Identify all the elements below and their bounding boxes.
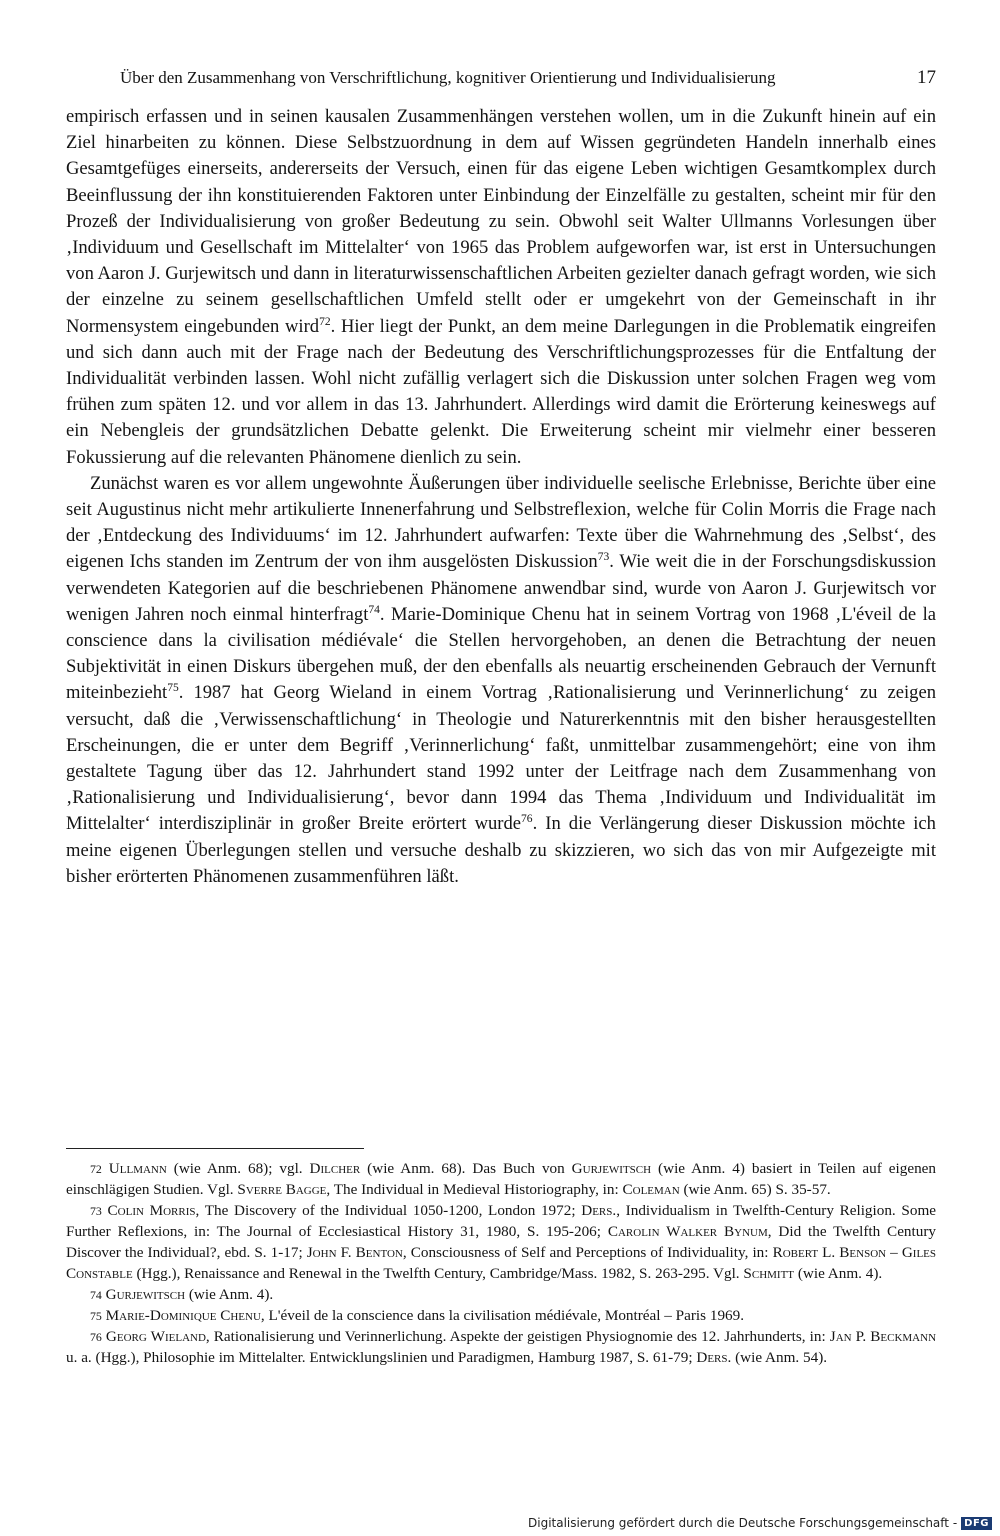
text-span: Zunächst waren es vor allem ungewohnte Äußerungen über individuelle seelische Erlebnisse, Berichte über eine seit Augustinus nicht mehr artikulierte Innenerfahrung und Selbstreflexion, welche für Colin Morris die Frage nach der ‚Entdeckung des Individuums‘ im 12. Jahrhundert aufwarfen: Texte über die Wahrnehmung des ‚Selbst‘, des eigenen Ichs standen im Zentrum der von ihm ausgelösten Diskussion	[66, 472, 936, 573]
text-span: . In die Verlängerung dieser Diskussion möchte ich meine eigenen Überlegungen stellen und versuche deshalb zu skizzieren, wo sich das von mir Aufgezeigte mit bisher erörterten Phänomenen zusammenführen läßt.	[66, 813, 936, 887]
footnote	[66, 1200, 936, 1284]
text-span: empirisch erfassen und in seinen kausalen Zusammenhängen verstehen wollen, um in die Zukunft hinein auf ein Ziel hinarbeiten zu können. Diese Selbstzuordnung in dem auf Wissen gegründeten Handeln innerhalb eines Gesamtgefüges einerseits, andererseits der Versuch, einen für das eigene Leben wichtigen Gesamtkomplex durch Beeinflussung der ihn konstituierenden Faktoren unter Einbindung der Einzelfälle zu gestalten, scheint mir für den Prozeß der Individualisierung von großer Bedeutung zu sein. Obwohl seit Walter Ullmanns Vorlesungen über ‚Individuum und Gesellschaft im Mittelalter‘ von 1965 das Problem aufgeworfen war, ist erst in Untersuchungen von Aaron J. Gurjewitsch und dann in literaturwissenschaftlichen Arbeiten gezielter danach gefragt worden, wie sich der einzelne zu seinem gesellschaftlichen Umfeld stellt oder er umgekehrt von der Gemeinschaft in ihr Normensystem eingebunden wird	[66, 106, 936, 337]
footnote	[66, 1284, 936, 1305]
main-text	[66, 104, 936, 890]
citation-text: , The Individual in Medieval Historiography, in:	[326, 1181, 623, 1198]
citation-text: , Individualism in Twelfth-Century Religion. Some Further Reflexions, in: The Journal of Ecclesiastical History 31, 1980, S. 195-206;	[66, 1202, 936, 1240]
paragraph	[66, 471, 936, 890]
author-name: Ders.	[581, 1202, 617, 1219]
author-name: Jan P. Beckmann	[829, 1328, 937, 1345]
citation-text: (wie Anm. 4) basiert in Teilen auf eigenen einschlägigen Studien. Vgl.	[66, 1160, 936, 1198]
author-name: Sverre Bagge	[237, 1181, 327, 1198]
author-name: Robert L. Benson – Giles Constable	[66, 1244, 937, 1282]
footnote-ref[interactable]: 72	[319, 315, 331, 328]
footnote-number: 74	[90, 1288, 102, 1302]
footnote	[66, 1305, 936, 1326]
footnote-ref[interactable]: 76	[521, 813, 533, 826]
paragraph	[66, 104, 936, 471]
citation-text: (wie Anm. 4).	[794, 1265, 883, 1282]
citation-text: (wie Anm. 4).	[185, 1286, 274, 1303]
digitization-footer	[528, 1516, 992, 1530]
page-number: 17	[917, 67, 936, 88]
citation-text: , L'éveil de la conscience dans la civilisation médiévale, Montréal – Paris 1969.	[260, 1307, 745, 1324]
citation-text: (wie Anm. 65) S. 35-57.	[679, 1181, 831, 1198]
author-name: Gurjewitsch	[571, 1160, 652, 1177]
author-name: Colin Morris	[107, 1202, 196, 1219]
citation-text: (wie Anm. 68). Das Buch von	[360, 1160, 572, 1177]
text-span: . Hier liegt der Punkt, an dem meine Darlegungen in die Problematik eingreifen und sich dann auch mit der Frage nach der Bedeutung des Verschriftlichungsprozesses für die Entfaltung der Individualität verbinden lassen. Wohl nicht zufällig verlagert sich die Diskussion unter solchen Fragen weg vom frühen zum späten 12. und vor allem in das 13. Jahrhundert. Allerdings wird damit die Erörterung keineswegs auf ein Nebengleis der grundsätzlichen Debatte gelenkt. Die Erweiterung scheint mir vielmehr einer besseren Fokussierung auf die relevanten Phänomene dienlich zu sein.	[66, 315, 936, 468]
footnote-ref[interactable]: 74	[368, 603, 380, 616]
citation-text: (wie Anm. 54).	[731, 1349, 828, 1366]
author-name: Georg Wieland	[105, 1328, 206, 1345]
footnote-ref[interactable]: 73	[597, 551, 610, 564]
author-name: Ullmann	[108, 1160, 167, 1177]
text-span: . 1987 hat Georg Wieland in einem Vortrag ‚Rationalisierung und Verinnerlichung‘ zu zeigen versucht, daß die ‚Verwissenschaftlichung‘ in Theologie und Naturerkenntnis mit den bisher herausgestellten Erscheinungen, die er unter dem Begriff ‚Verinnerlichung‘ faßt, unmittelbar zusammengehört; eine von ihm gestaltete Tagung über das 12. Jahrhundert stand 1992 unter der Leitfrage nach dem Zusammenhang von ‚Rationalisierung und Individualisierung‘, bevor dann 1994 das Thema ‚Individuum und Individualität im Mittelalter‘ interdisziplinär in großer Breite erörtert wurde	[66, 682, 936, 835]
author-name: John F. Benton	[306, 1244, 403, 1261]
author-name: Ders.	[696, 1349, 732, 1366]
citation-text: , The Discovery of the Individual 1050-1200, London 1972;	[195, 1202, 582, 1219]
author-name: Coleman	[622, 1181, 680, 1198]
footnotes-section	[66, 1158, 936, 1368]
citation-text: , Rationalisierung und Verinnerlichung. Aspekte der geistigen Physiognomie des 12. Jahrhunderts, in:	[205, 1328, 830, 1345]
footnote-number: 76	[90, 1330, 102, 1344]
author-name: Carolin Walker Bynum	[607, 1223, 768, 1240]
footnote	[66, 1326, 936, 1368]
dfg-logo: DFG	[961, 1517, 992, 1530]
text-span: . Wie weit die in der Forschungsdiskussion verwendeten Kategorien auf die beschriebenen Phänomene anwendbar sind, wurde von Aaron J. Gurjewitsch vor wenigen Jahren noch einmal hinterfragt	[66, 551, 936, 625]
citation-text: u. a. (Hgg.), Philosophie im Mittelalter. Entwicklungslinien und Paradigmen, Hamburg 1987, S. 61-79;	[66, 1349, 697, 1366]
footnote-divider	[66, 1148, 364, 1149]
footnote-number: 72	[90, 1162, 102, 1176]
footnote	[66, 1158, 936, 1200]
citation-text: (wie Anm. 68); vgl.	[166, 1160, 310, 1177]
author-name: Schmitt	[743, 1265, 795, 1282]
author-name: Gurjewitsch	[105, 1286, 186, 1303]
text-span: . Marie-Dominique Chenu hat in seinem Vortrag von 1968 ‚L'éveil de la conscience dans la civilisation médiévale‘ die Stellen hervorgehoben, an denen die Betrachtung der neuen Subjektivität in einen Diskurs übergehen muß, der den ebenfalls als neuartig erscheinenden Gebrauch der Vernunft miteinbezieht	[66, 603, 936, 704]
running-title: Über den Zusammenhang von Verschriftlichung, kognitiver Orientierung und Individualisierung	[120, 68, 776, 87]
author-name: Dilcher	[309, 1160, 361, 1177]
footnote-number: 75	[90, 1309, 102, 1323]
footnote-number: 73	[90, 1204, 102, 1218]
citation-text: (Hgg.), Renaissance and Renewal in the Twelfth Century, Cambridge/Mass. 1982, S. 263-295. Vgl.	[132, 1265, 744, 1282]
footnote-ref[interactable]: 75	[167, 682, 179, 695]
citation-text: , Did the Twelfth Century Discover the Individual?, ebd. S. 1-17;	[66, 1223, 936, 1261]
citation-text: , Consciousness of Self and Perceptions of Individuality, in:	[402, 1244, 773, 1261]
author-name: Marie-Dominique Chenu	[105, 1307, 261, 1324]
footer-text: Digitalisierung gefördert durch die Deutsche Forschungsgemeinschaft -	[528, 1516, 958, 1530]
